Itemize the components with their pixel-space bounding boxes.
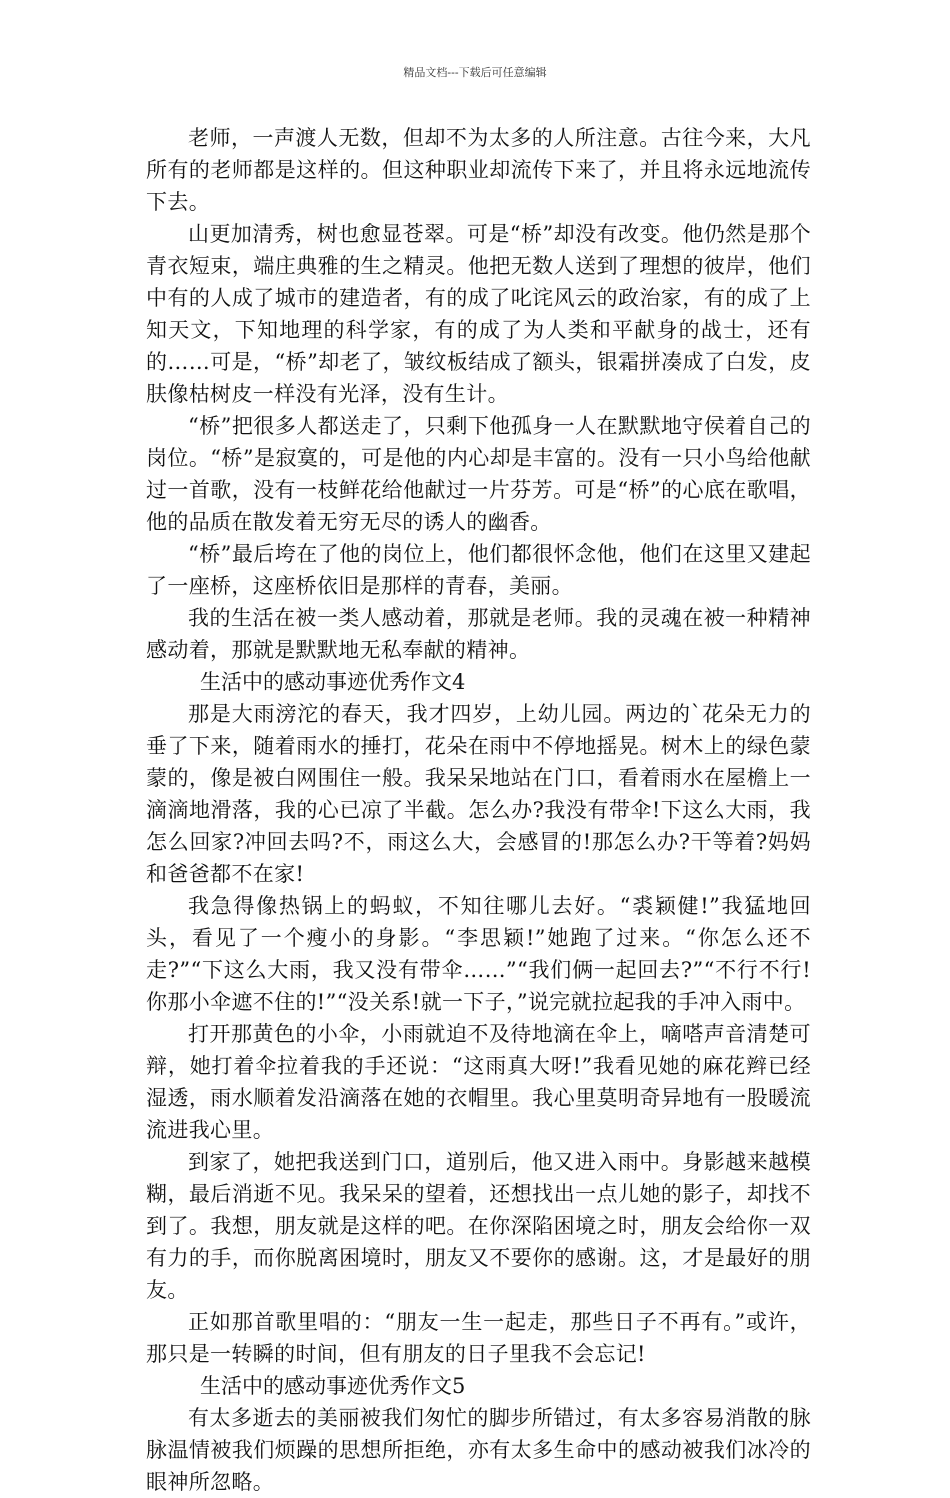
paragraph: 我的生活在被一类人感动着，那就是老师。我的灵魂在被一种精神感动着，那就是默默地无私奉献的精神。 — [146, 606, 811, 662]
paragraph: 打开那黄色的小伞，小雨就迫不及待地滴在伞上，嘀嗒声音清楚可辩，她打着伞拉着我的手还说：“这雨真大呀!”我看见她的麻花辫已经湿透，雨水顺着发沿滴落在她的衣帽里。我心里莫明奇异地有一股暖流流进我心里。 — [146, 1022, 811, 1142]
document-body — [146, 122, 811, 1498]
paragraph: 正如那首歌里唱的：“朋友一生一起走，那些日子不再有。”或许，那只是一转瞬的时间，但有朋友的日子里我不会忘记! — [146, 1310, 811, 1366]
section-heading: 生活中的感动事迹优秀作文4 — [200, 670, 466, 694]
paragraph: 山更加清秀，树也愈显苍翠。可是“桥”却没有改变。他仍然是那个青衣短束，端庄典雅的生之精灵。他把无数人送到了理想的彼岸，他们中有的人成了城市的建造者，有的成了叱诧风云的政治家，有的成了上知天文，下知地理的科学家，有的成了为人类和平献身的战士，还有的……可是，“桥”却老了，皱纹板结成了额头，银霜拼凑成了白发，皮肤像枯树皮一样没有光泽，没有生计。 — [146, 222, 811, 406]
paragraph: 我急得像热锅上的蚂蚁，不知往哪儿去好。“裘颖健!”我猛地回头，看见了一个瘦小的身影。“李思颖!”她跑了过来。“你怎么还不走?”“下这么大雨，我又没有带伞……”“我们俩一起回去?”“不行不行!你那小伞遮不住的!”“没关系!就一下子，”说完就拉起我的手冲入雨中。 — [146, 894, 811, 1014]
paragraph: 有太多逝去的美丽被我们匆忙的脚步所错过，有太多容易消散的脉脉温情被我们烦躁的思想所拒绝，亦有太多生命中的感动被我们冰冷的眼神所忽略。 — [146, 1406, 811, 1494]
paragraph: 老师，一声渡人无数，但却不为太多的人所注意。古往今来，大凡所有的老师都是这样的。但这种职业却流传下来了，并且将永远地流传下去。 — [146, 126, 811, 214]
paragraph: “桥”把很多人都送走了，只剩下他孤身一人在默默地守侯着自己的岗位。“桥”是寂寞的，可是他的内心却是丰富的。没有一只小鸟给他献过一首歌，没有一枝鲜花给他献过一片芬芳。可是“桥”的心底在歌唱，他的品质在散发着无穷无尽的诱人的幽香。 — [146, 414, 811, 534]
paragraph: “桥”最后垮在了他的岗位上，他们都很怀念他，他们在这里又建起了一座桥，这座桥依旧是那样的青春，美丽。 — [146, 542, 811, 598]
page-header: 精品文档---下载后可任意编辑 — [403, 66, 547, 79]
paragraph: 那是大雨滂沱的春天，我才四岁，上幼儿园。两边的`花朵无力的垂了下来，随着雨水的捶打，花朵在雨中不停地摇晃。树木上的绿色蒙蒙的，像是被白网围住一般。我呆呆地站在门口，看着雨水在屋檐上一滴滴地滑落，我的心已凉了半截。怎么办?我没有带伞!下这么大雨，我怎么回家?冲回去吗?不，雨这么大，会感冒的!那怎么办?干等着?妈妈和爸爸都不在家! — [146, 702, 811, 886]
section-heading: 生活中的感动事迹优秀作文5 — [200, 1374, 466, 1398]
paragraph: 到家了，她把我送到门口，道别后，他又进入雨中。身影越来越模糊，最后消逝不见。我呆呆的望着，还想找出一点儿她的影子，却找不到了。我想，朋友就是这样的吧。在你深陷困境之时，朋友会给你一双有力的手，而你脱离困境时，朋友又不要你的感谢。这，才是最好的朋友。 — [146, 1150, 811, 1302]
